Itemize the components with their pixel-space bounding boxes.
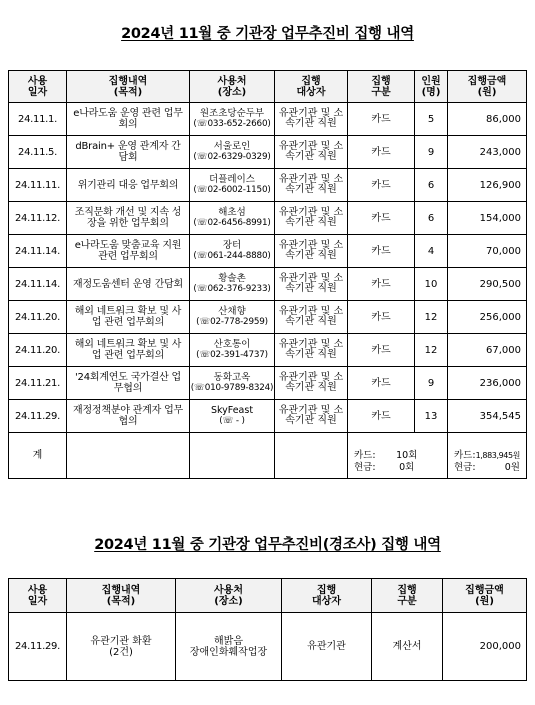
- cell-target: 유관기관 및 소속기관 직원: [275, 235, 348, 268]
- cell-target: 유관기관 및 소속기관 직원: [275, 400, 348, 433]
- header-amount: 집행금액 (원): [443, 579, 527, 613]
- table-header-row: [9, 579, 527, 613]
- cell-target: 유관기관 및 소속기관 직원: [275, 169, 348, 202]
- cell-date: 24.11.21.: [9, 367, 67, 400]
- cell-count: 6: [415, 169, 448, 202]
- cell-amount: 67,000: [448, 334, 527, 367]
- place-phone: (☏061-244-8880): [193, 251, 271, 261]
- place-phone: (☏010-9789-8324): [190, 383, 274, 393]
- table-row: [9, 613, 527, 681]
- header-date: 사용 일자: [9, 579, 67, 613]
- cell-count: 12: [415, 334, 448, 367]
- cell-target: 유관기관: [282, 613, 372, 681]
- place-name: 더플레이스: [209, 174, 255, 185]
- cell-purpose: 재정도움센터 운영 간담회: [67, 268, 190, 301]
- place-phone: (☏02-391-4737): [196, 350, 268, 360]
- place-phone: (☏ - ): [219, 416, 245, 426]
- cell-place: [190, 103, 275, 136]
- table-row: [9, 103, 527, 136]
- cell-amount: 256,000: [448, 301, 527, 334]
- place-phone: (☏062-376-9233): [193, 284, 271, 294]
- cell-date: 24.11.11.: [9, 169, 67, 202]
- cell-type: 계산서: [372, 613, 443, 681]
- place-name: 원조초당순두부: [199, 108, 265, 119]
- cell-place: [190, 268, 275, 301]
- place-name: 동화고옥: [213, 372, 251, 383]
- cell-amount: 236,000: [448, 367, 527, 400]
- cell-purpose: '24회계연도 국가결산 업무협의: [67, 367, 190, 400]
- cell-purpose: 해외 네트워크 확보 및 사업 관련 업무회의: [67, 301, 190, 334]
- table-row: [9, 169, 527, 202]
- cell-place: [190, 235, 275, 268]
- table-row: [9, 334, 527, 367]
- cell-date: 24.11.20.: [9, 334, 67, 367]
- table-row: [9, 235, 527, 268]
- total-count-cell: 카드: 10회 현금: 0회: [348, 433, 448, 479]
- cell-type: 카드: [348, 103, 415, 136]
- cell-count: 13: [415, 400, 448, 433]
- table-row: [9, 367, 527, 400]
- cell-purpose: 조직문화 개선 및 지속 성장을 위한 업무회의: [67, 202, 190, 235]
- place-name: SkyFeast: [210, 405, 254, 416]
- header-type: 집행 구분: [348, 71, 415, 103]
- cell-target: 유관기관 및 소속기관 직원: [275, 268, 348, 301]
- cell-type: 카드: [348, 334, 415, 367]
- header-place: 사용처 (장소): [190, 71, 275, 103]
- cell-place: [190, 136, 275, 169]
- cell-amount: 154,000: [448, 202, 527, 235]
- cell-type: 카드: [348, 169, 415, 202]
- cell-place: [190, 169, 275, 202]
- cell-date: 24.11.29.: [9, 613, 67, 681]
- total-label: 계: [9, 433, 67, 479]
- place-name: 황솔촌: [218, 273, 246, 284]
- cell-place: [190, 301, 275, 334]
- cell-amount: 86,000: [448, 103, 527, 136]
- cell-place: [190, 202, 275, 235]
- cell-date: 24.11.29.: [9, 400, 67, 433]
- cell-type: 카드: [348, 301, 415, 334]
- expense-table: [8, 70, 527, 479]
- cell-type: 카드: [348, 367, 415, 400]
- cell-amount: 354,545: [448, 400, 527, 433]
- cell-purpose: dBrain+ 운영 관계자 간담회: [67, 136, 190, 169]
- cell-date: 24.11.1.: [9, 103, 67, 136]
- cell-count: 9: [415, 367, 448, 400]
- cell-count: 6: [415, 202, 448, 235]
- cell-purpose: 위기관리 대응 업무회의: [67, 169, 190, 202]
- table-header-row: [9, 71, 527, 103]
- cell-date: 24.11.12.: [9, 202, 67, 235]
- total-row: [9, 433, 527, 479]
- place-name: 장터: [222, 240, 242, 251]
- table-row: [9, 136, 527, 169]
- cell-target: 유관기관 및 소속기관 직원: [275, 367, 348, 400]
- cell-purpose: e나라도움 맞춤교육 지원 관련 업무회의: [67, 235, 190, 268]
- total-amount-cell: 카드: 1,883,945원 현금: 0원: [448, 433, 527, 479]
- header-target: 집행 대상자: [282, 579, 372, 613]
- cell-amount: 243,000: [448, 136, 527, 169]
- cell-target: 유관기관 및 소속기관 직원: [275, 136, 348, 169]
- cell-target: 유관기관 및 소속기관 직원: [275, 334, 348, 367]
- table-row: [9, 202, 527, 235]
- header-date: 사용 일자: [9, 71, 67, 103]
- header-purpose: 집행내역 (목적): [67, 579, 176, 613]
- cell-date: 24.11.20.: [9, 301, 67, 334]
- header-target: 집행 대상자: [275, 71, 348, 103]
- cell-target: 유관기관 및 소속기관 직원: [275, 202, 348, 235]
- place-name: 해초섬: [218, 207, 246, 218]
- cell-amount: 70,000: [448, 235, 527, 268]
- cell-place: [190, 334, 275, 367]
- cell-count: 9: [415, 136, 448, 169]
- cell-date: 24.11.14.: [9, 235, 67, 268]
- header-amount: 집행금액 (원): [448, 71, 527, 103]
- place-phone: (☏02-6329-0329): [193, 152, 271, 162]
- cell-target: 유관기관 및 소속기관 직원: [275, 301, 348, 334]
- cell-type: 카드: [348, 202, 415, 235]
- cell-place: 해밝음 장애인화훼작업장: [176, 613, 282, 681]
- page-title: 2024년 11월 중 기관장 업무추진비 집행 내역: [121, 26, 414, 42]
- place-phone: (☏02-6002-1150): [193, 185, 271, 195]
- header-place: 사용처 (장소): [176, 579, 282, 613]
- place-name: 서울로인: [213, 141, 251, 152]
- cell-purpose: 유관기관 화환 (2건): [67, 613, 176, 681]
- cell-purpose: 재정정책분야 관계자 업무협의: [67, 400, 190, 433]
- cell-type: 카드: [348, 235, 415, 268]
- cell-type: 카드: [348, 136, 415, 169]
- cell-amount: 290,500: [448, 268, 527, 301]
- cell-place: [190, 400, 275, 433]
- cell-type: 카드: [348, 400, 415, 433]
- place-name: 산호통이: [213, 339, 251, 350]
- cell-count: 10: [415, 268, 448, 301]
- cell-count: 4: [415, 235, 448, 268]
- cell-purpose: 해외 네트워크 확보 및 사업 관련 업무회의: [67, 334, 190, 367]
- place-phone: (☏033-652-2660): [193, 119, 271, 129]
- cell-purpose: e나라도움 운영 관련 업무회의: [67, 103, 190, 136]
- place-name: 산채향: [218, 306, 246, 317]
- place-phone: (☏02-6456-8991): [193, 218, 271, 228]
- table-row: [9, 268, 527, 301]
- cell-place: [190, 367, 275, 400]
- cell-target: 유관기관 및 소속기관 직원: [275, 103, 348, 136]
- header-type: 집행 구분: [372, 579, 443, 613]
- condolence-expense-table: [8, 578, 527, 681]
- cell-type: 카드: [348, 268, 415, 301]
- table-row: [9, 301, 527, 334]
- cell-count: 5: [415, 103, 448, 136]
- section-title-condolence: 2024년 11월 중 기관장 업무추진비(경조사) 집행 내역: [94, 537, 441, 553]
- header-count: 인원 (명): [415, 71, 448, 103]
- place-phone: (☏02-778-2959): [196, 317, 268, 327]
- cell-amount: 200,000: [443, 613, 527, 681]
- table-row: [9, 400, 527, 433]
- cell-amount: 126,900: [448, 169, 527, 202]
- header-purpose: 집행내역 (목적): [67, 71, 190, 103]
- cell-count: 12: [415, 301, 448, 334]
- cell-date: 24.11.14.: [9, 268, 67, 301]
- cell-date: 24.11.5.: [9, 136, 67, 169]
